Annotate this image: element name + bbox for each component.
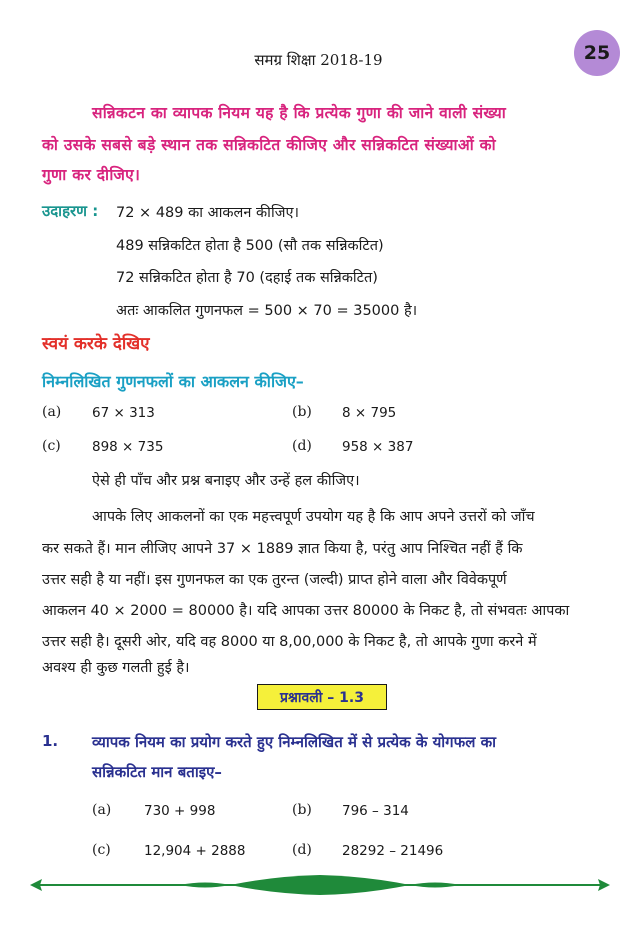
- try-item-label: (d): [292, 438, 312, 454]
- question-number: 1.: [42, 732, 59, 750]
- page-number-badge: 25: [574, 30, 620, 76]
- try-item-label: (c): [42, 438, 61, 454]
- try-yourself-note: ऐसे ही पाँच और प्रश्न बनाइए और उन्हें हल कीजिए।: [92, 473, 360, 489]
- try-item-value: 8 × 795: [342, 405, 397, 421]
- left-ornament: [180, 883, 230, 888]
- question-item-value: 796 – 314: [342, 803, 409, 819]
- example-prompt: 72 × 489 का आकलन कीजिए।: [116, 205, 299, 221]
- usage-line-2: कर सकते हैं। मान लीजिए आपने 37 × 1889 ज्ञात किया है, परंतु आप निश्चित नहीं हैं कि: [42, 541, 523, 557]
- question-item-value: 28292 – 21496: [342, 843, 444, 859]
- usage-line-6: अवश्य ही कुछ गलती हुई है।: [42, 660, 190, 676]
- rule-line-2: को उसके सबसे बड़े स्थान तक सन्निकटित कीजिए और सन्निकटित संख्याओं को: [42, 136, 496, 154]
- try-item-label: (b): [292, 404, 312, 420]
- decorative-divider: [30, 872, 610, 898]
- question-line-1: व्यापक नियम का प्रयोग करते हुए निम्नलिखित में से प्रत्येक के योगफल का: [92, 733, 496, 751]
- exercise-title: प्रश्नावली – 1.3: [280, 689, 364, 706]
- try-item-value: 67 × 313: [92, 405, 155, 421]
- question-item-value: 730 + 998: [144, 803, 216, 819]
- usage-line-1: आपके लिए आकलनों का एक महत्त्वपूर्ण उपयोग यह है कि आप अपने उत्तरों को जाँच: [92, 509, 535, 525]
- example-step-2: 72 सन्निकटित होता है 70 (दहाई तक सन्निकटित): [116, 270, 378, 286]
- try-item-label: (a): [42, 404, 62, 420]
- try-item-value: 898 × 735: [92, 439, 164, 455]
- usage-line-5: उत्तर सही है। दूसरी ओर, यदि वह 8000 या 8,00,000 के निकट है, तो आपके गुणा करने में: [42, 634, 537, 650]
- question-item-label: (d): [292, 842, 312, 858]
- example-step-3: अतः आकलित गुणनफल = 500 × 70 = 35000 है।: [116, 303, 418, 319]
- rule-line-3: गुणा कर दीजिए।: [42, 166, 141, 184]
- try-yourself-subheading: निम्नलिखित गुणनफलों का आकलन कीजिए–: [42, 372, 304, 391]
- rule-line-1: सन्निकटन का व्यापक नियम यह है कि प्रत्येक गुणा की जाने वाली संख्या: [92, 104, 507, 122]
- question-item-label: (a): [92, 802, 112, 818]
- question-item-value: 12,904 + 2888: [144, 843, 246, 859]
- try-item-value: 958 × 387: [342, 439, 414, 455]
- usage-line-4: आकलन 40 × 2000 = 80000 है। यदि आपका उत्तर 80000 के निकट है, तो संभवतः आपका: [42, 603, 570, 619]
- try-yourself-heading: स्वयं करके देखिए: [42, 334, 150, 354]
- example-label: उदाहरण :: [42, 202, 99, 220]
- question-line-2: सन्निकटित मान बताइए–: [92, 763, 222, 781]
- right-ornament: [410, 883, 460, 888]
- example-step-1: 489 सन्निकटित होता है 500 (सौ तक सन्निकटित): [116, 238, 384, 254]
- center-ornament: [230, 875, 410, 895]
- usage-line-3: उत्तर सही है या नहीं। इस गुणनफल का एक तुरन्त (जल्दी) प्राप्त होने वाला और विवेकपूर्ण: [42, 572, 507, 588]
- question-item-label: (c): [92, 842, 111, 858]
- page-header-title: समग्र शिक्षा 2018-19: [254, 51, 383, 69]
- question-item-label: (b): [292, 802, 312, 818]
- exercise-title-box: [257, 684, 387, 710]
